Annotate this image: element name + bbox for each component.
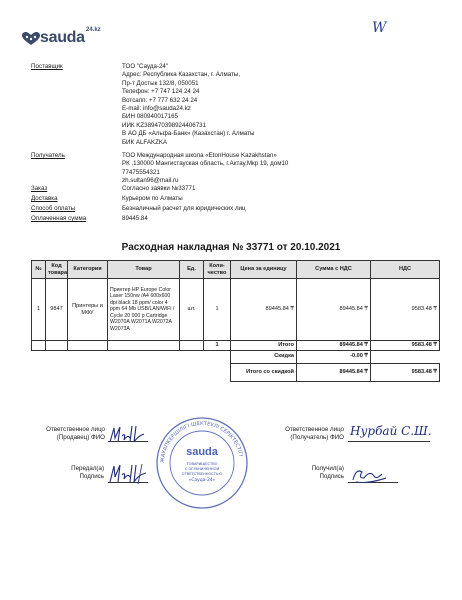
cell-code: 9847 <box>46 279 68 341</box>
paid-amount-value: 89445.84 <box>122 215 148 222</box>
total-vat: 9583.48 ₸ <box>371 341 440 351</box>
col-header-qty: Коли-чество <box>204 261 231 279</box>
col-header-code: Код товара <box>46 261 68 279</box>
recipient-line: ТОО Международная школа «EtonHouse Kazakhstan» <box>122 152 277 159</box>
supplier-line: БИН 080940017165 <box>122 113 178 121</box>
company-stamp <box>154 415 250 511</box>
handwritten-mark: W <box>372 20 387 36</box>
seller-signature <box>108 424 150 446</box>
stamp-ring-text: ЖАУАПКЕРШІЛІГІ ШЕКТЕУЛІ СЕРІКТЕСТІГІ <box>159 420 244 464</box>
buyer-responsible-label: Ответственное лицо (Получатель) ФИО <box>285 426 344 442</box>
order-label: Заказ <box>31 185 48 192</box>
supplier-line: БИК ALFAKZKA <box>122 138 168 146</box>
col-header-product: Товар <box>108 261 180 279</box>
cell-qty: 1 <box>204 279 231 341</box>
buyer-name-handwritten: Нурбай С.Ш. <box>350 424 432 438</box>
col-header-category: Категория <box>68 261 108 279</box>
col-header-num: № <box>32 261 46 279</box>
discount-label: Скидка <box>231 350 297 363</box>
payment-method-value: Безналичный расчет для юридических лиц <box>122 205 246 212</box>
stamp-brand: sauda <box>186 446 218 458</box>
supplier-line: Телефон: +7 747 124 24 24 <box>122 88 200 96</box>
stamp-line: «Сауда-24» <box>188 478 216 483</box>
cell-category: Принтеры и МФУ <box>68 279 108 341</box>
total-label: Итого <box>231 341 297 351</box>
discount-sum: -0.00 ₸ <box>297 350 371 363</box>
document-title: Расходная накладная № 33771 от 20.10.2021 <box>121 242 341 253</box>
payment-method-label: Способ оплаты <box>31 205 76 212</box>
brand-domain: 24.kz <box>86 27 101 33</box>
seller-responsible-label: Ответственное лицо (Продавец) ФИО <box>46 426 105 442</box>
supplier-line: E-mail: info@sauda24.kz <box>122 105 191 113</box>
paid-amount-label: Оплаченная сумма <box>31 215 87 222</box>
supplier-block <box>122 63 254 147</box>
received-signature <box>350 464 390 486</box>
delivery-label: Доставка <box>31 195 58 202</box>
supplier-line: ТОО "Сауда-24" <box>122 63 169 70</box>
col-header-sum: Сумма с НДС <box>297 261 371 279</box>
discount-row <box>32 350 440 363</box>
table-row <box>32 279 440 341</box>
recipient-line: 77475554321 <box>122 168 160 176</box>
cell-price: 89445.84 ₸ <box>231 279 297 341</box>
cell-num: 1 <box>32 279 46 341</box>
cell-sum: 89445.84 ₸ <box>297 279 371 341</box>
total-qty: 1 <box>204 341 231 351</box>
recipient-line: zh.sultan96@mail.ru <box>122 177 179 185</box>
col-header-vat: НДС <box>371 261 440 279</box>
cell-vat: 9583.48 ₸ <box>371 279 440 341</box>
cell-unit: шт. <box>180 279 204 341</box>
grand-total-vat: 9583.48 ₸ <box>371 363 440 381</box>
supplier-line: ИИК KZ389470398924406731 <box>122 121 207 129</box>
handed-over-signature <box>108 462 150 486</box>
stamp-line: ОТВЕТСТВЕННОСТЬЮ <box>181 472 223 476</box>
heart-icon <box>22 32 40 46</box>
grand-total-label: Итого со скидкой <box>231 363 297 381</box>
supplier-label: Поставщик <box>31 63 63 70</box>
items-table <box>31 260 440 382</box>
recipient-block <box>122 152 288 186</box>
col-header-price: Цена за единицу <box>231 261 297 279</box>
stamp-line: ТОВАРИЩЕСТВО <box>186 462 218 466</box>
stamp-line: С ОГРАНИЧЕННОЙ <box>184 467 220 471</box>
delivery-value: Курьером по Алматы <box>122 195 183 202</box>
brand-word: sauda <box>40 29 85 46</box>
supplier-line: Адрес: Республика Казахстан, г. Алматы, <box>122 71 241 79</box>
recipient-line: РК ,130000 Мангистауская область, г.Актау,Мкр 19, дом10 <box>122 160 289 168</box>
cell-product: Принтер HP Europe Color Laser 150nw /A4 600x600 dpi black 18 ppm/ color 4 ppm 64 Mb USB/LAN/WiFi / Cycle 20 000 p Cartridge W2070A W2071A W2072A W2073A <box>108 279 180 341</box>
handed-over-label: Передал(а) Подпись <box>71 465 104 481</box>
grand-total-row <box>32 363 440 381</box>
sauda-logo <box>22 27 101 49</box>
total-sum: 89445.84 ₸ <box>297 341 371 351</box>
total-row <box>32 341 440 351</box>
table-header-row <box>32 261 440 279</box>
received-label: Получил(а) Подпись <box>311 465 344 481</box>
supplier-line: В АО ДБ «Альфа-Банк» (Казахстан) г. Алматы <box>122 130 255 138</box>
supplier-line: Вотсапп: +7 777 632 24 24 <box>122 96 198 104</box>
supplier-line: Пр-т Достык 132/8, 050051 <box>122 79 199 87</box>
recipient-label: Получатель <box>31 152 65 159</box>
grand-total-sum: 89445.84 ₸ <box>297 363 371 381</box>
order-value: Согласно заявки №33771 <box>122 185 196 192</box>
col-header-unit: Ед. <box>180 261 204 279</box>
